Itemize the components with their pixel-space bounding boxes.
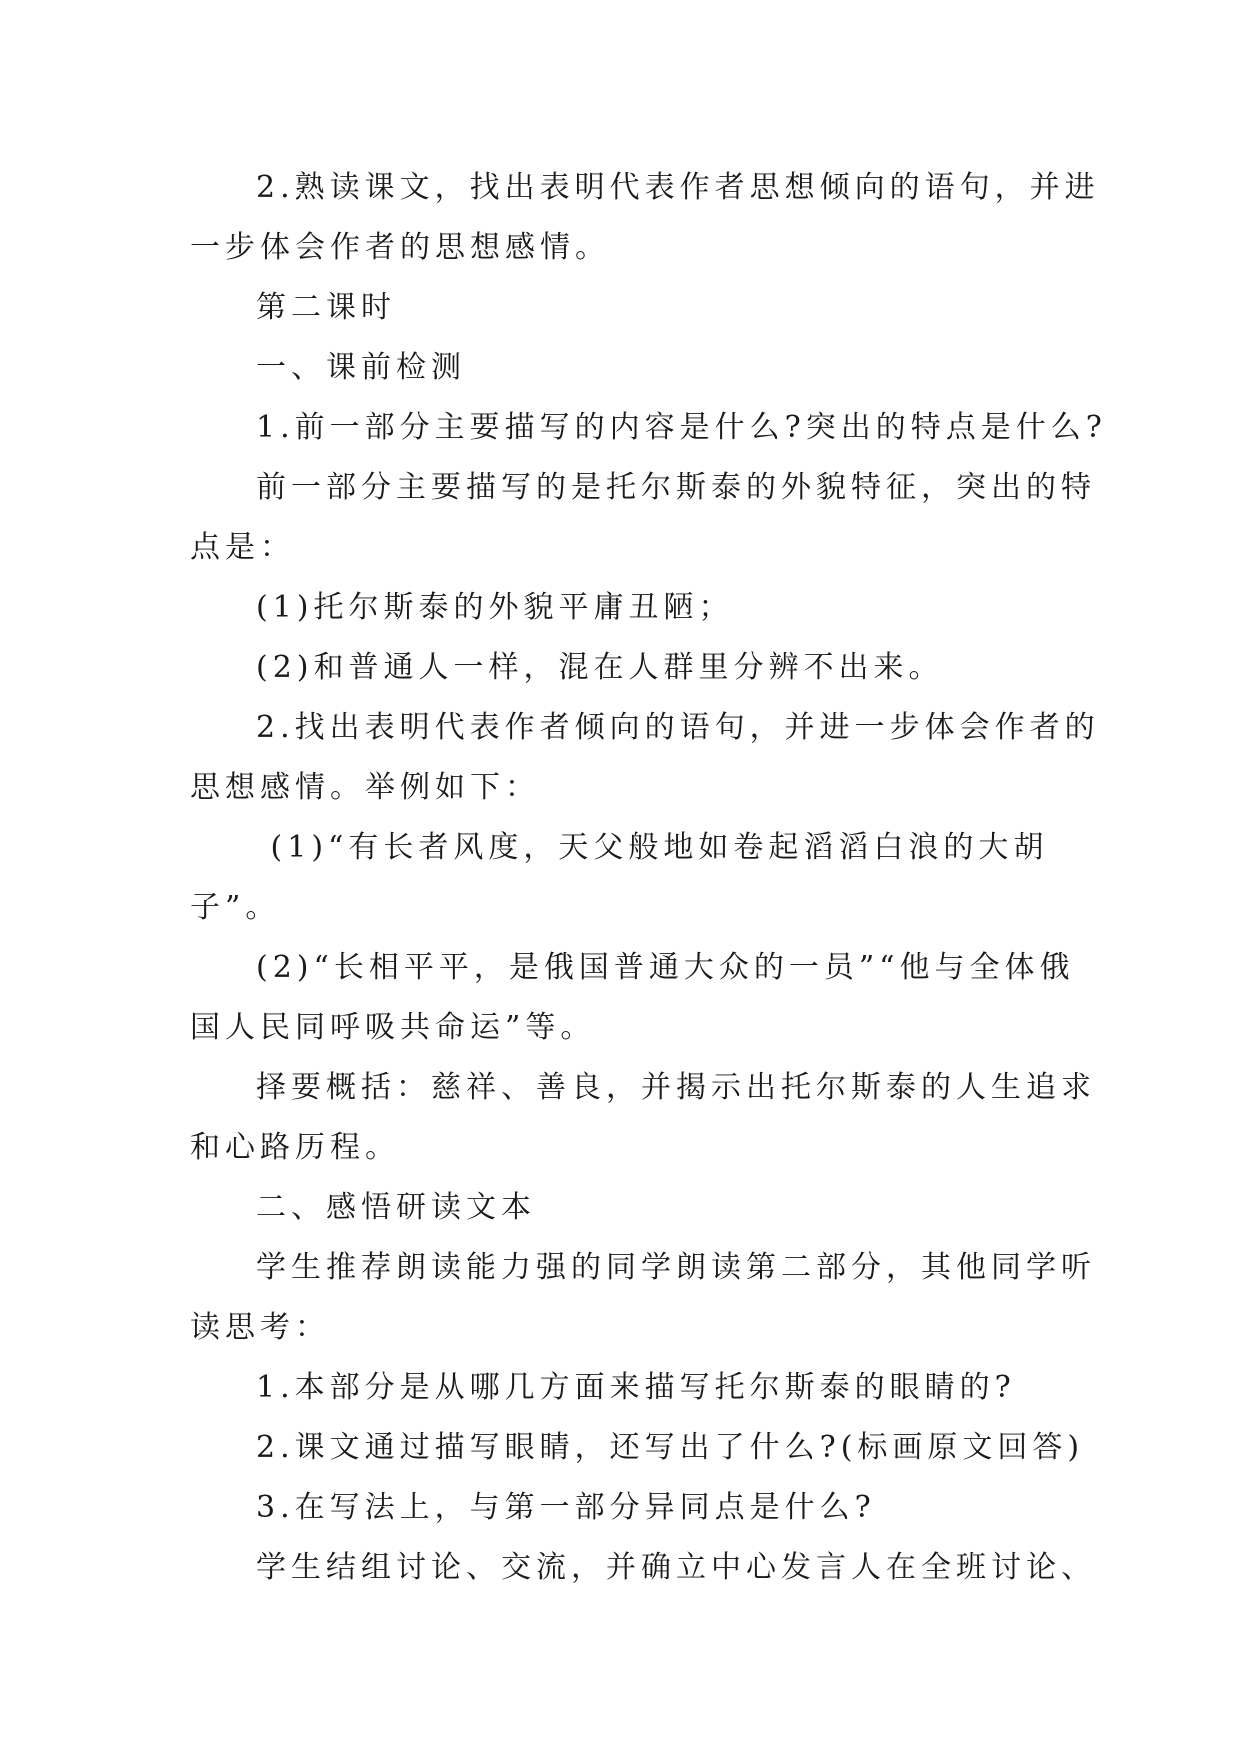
text-line-7: 点是： xyxy=(190,530,295,565)
text-line-1: 2.熟读课文，找出表明代表作者思想倾向的语句，并进 xyxy=(256,170,1100,205)
text-line-23: 3.在写法上，与第一部分异同点是什么? xyxy=(256,1490,876,1525)
text-line-17: 和心路历程。 xyxy=(190,1130,400,1165)
text-line-19: 学生推荐朗读能力强的同学朗读第二部分，其他同学听 xyxy=(256,1250,1096,1285)
text-line-21: 1.本部分是从哪几方面来描写托尔斯泰的眼睛的? xyxy=(256,1370,1016,1405)
text-line-10: 2.找出表明代表作者倾向的语句，并进一步体会作者的 xyxy=(256,710,1100,745)
lesson-heading: 第二课时 xyxy=(256,290,396,325)
text-line-13: 子”。 xyxy=(190,890,281,925)
text-line-22: 2.课文通过描写眼睛，还写出了什么?(标画原文回答) xyxy=(256,1430,1085,1465)
text-line-8: (1)托尔斯泰的外貌平庸丑陋； xyxy=(256,590,734,625)
text-line-2: 一步体会作者的思想感情。 xyxy=(190,230,610,265)
text-line-20: 读思考： xyxy=(190,1310,330,1345)
text-line-24: 学生结组讨论、交流，并确立中心发言人在全班讨论、 xyxy=(256,1550,1096,1585)
section-heading-1: 一、课前检测 xyxy=(256,350,466,385)
document-body xyxy=(190,158,1107,1598)
text-line-6: 前一部分主要描写的是托尔斯泰的外貌特征，突出的特 xyxy=(256,470,1096,505)
text-line-14: (2)“长相平平，是俄国普通大众的一员”“他与全体俄 xyxy=(256,950,1075,985)
section-heading-2: 二、感悟研读文本 xyxy=(256,1190,536,1225)
text-line-9: (2)和普通人一样，混在人群里分辨不出来。 xyxy=(256,650,944,685)
text-line-5: 1.前一部分主要描写的内容是什么?突出的特点是什么? xyxy=(256,410,1107,445)
text-line-16: 择要概括：慈祥、善良，并揭示出托尔斯泰的人生追求 xyxy=(256,1070,1096,1105)
text-line-15: 国人民同呼吸共命运”等。 xyxy=(190,1010,596,1045)
text-line-12: (1)“有长者风度，天父般地如卷起滔滔白浪的大胡 xyxy=(256,830,1049,865)
text-line-11: 思想感情。举例如下： xyxy=(190,770,540,805)
